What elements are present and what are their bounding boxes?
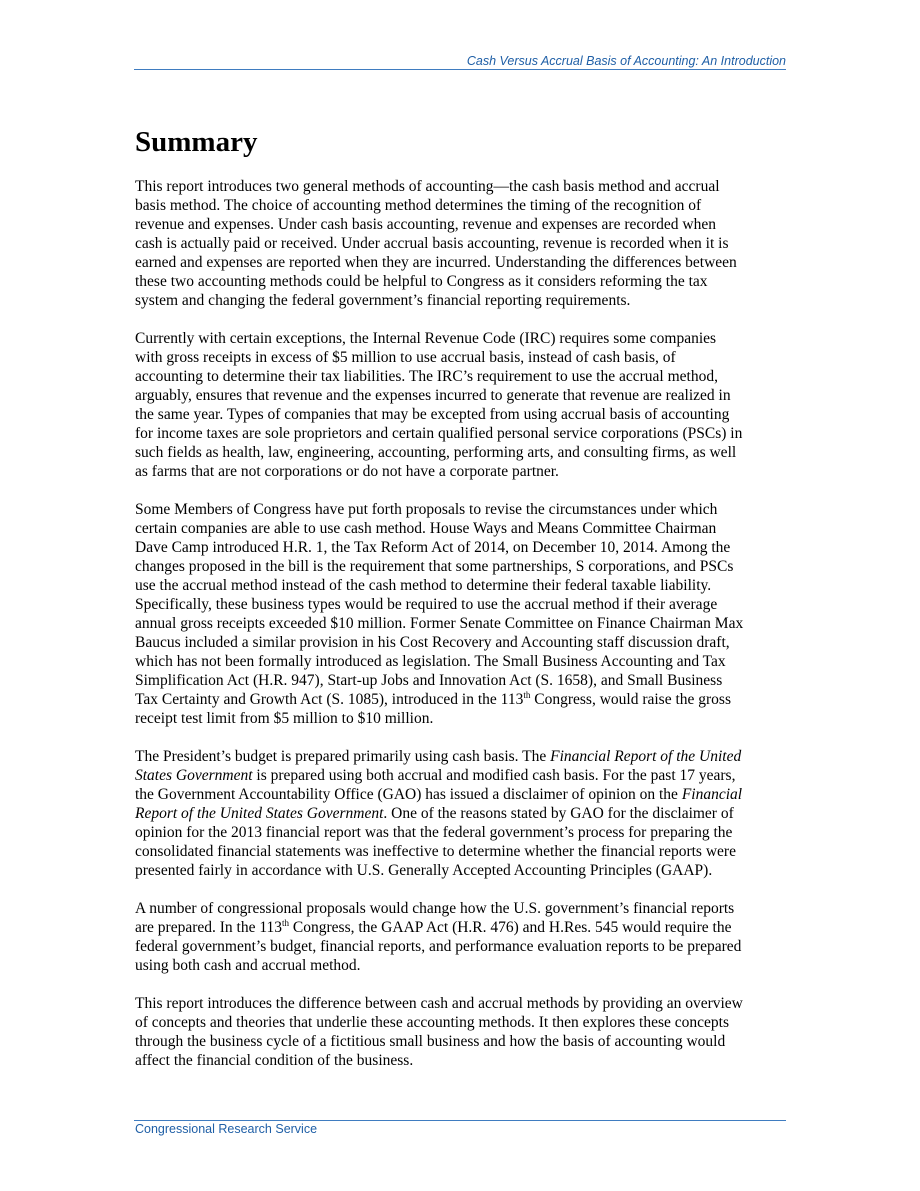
- paragraph-5: [135, 899, 787, 975]
- text-line: Baucus included a similar provision in his Cost Recovery and Accounting staff discussion draft,: [135, 634, 730, 651]
- text-line: Currently with certain exceptions, the Internal Revenue Code (IRC) requires some companies: [135, 330, 717, 347]
- footer-publisher: Congressional Research Service: [135, 1122, 318, 1136]
- paragraph-2: [135, 329, 787, 481]
- text-line: cash is actually paid or received. Under accrual basis accounting, revenue is recorded when it is: [135, 235, 729, 252]
- text-line: accounting to determine their tax liabilities. The IRC’s requirement to use the accrual method,: [135, 368, 718, 385]
- text-line: [135, 690, 787, 709]
- text-line: A number of congressional proposals would change how the U.S. government’s financial reports: [135, 900, 735, 917]
- text-fragment: the Government Accountability Office (GAO) has issued a disclaimer of opinion on the: [135, 786, 682, 803]
- text-line: earned and expenses are reported when they are incurred. Understanding the differences between: [135, 254, 737, 271]
- text-line: Some Members of Congress have put forth proposals to revise the circumstances under which: [135, 501, 718, 518]
- text-fragment: Congress, would raise the gross: [530, 691, 731, 708]
- text-line: which has not been formally introduced as legislation. The Small Business Accounting and Tax: [135, 653, 726, 670]
- text-line: Simplification Act (H.R. 947), Start-up Jobs and Innovation Act (S. 1658), and Small Business: [135, 672, 723, 689]
- text-line: through the business cycle of a fictitious small business and how the basis of accounting would: [135, 1033, 726, 1050]
- paragraph-6: [135, 994, 787, 1070]
- summary-body: [135, 177, 787, 1089]
- text-line: as farms that are not corporations or do not have a corporate partner.: [135, 463, 559, 480]
- text-line: [135, 747, 787, 766]
- footer-divider: [134, 1120, 786, 1121]
- text-line: Specifically, these business types would be required to use the accrual method if their average: [135, 596, 718, 613]
- text-line: Dave Camp introduced H.R. 1, the Tax Reform Act of 2014, on December 10, 2014. Among the: [135, 539, 731, 556]
- italic-title-fragment: States Government: [135, 767, 253, 784]
- ordinal-superscript: th: [282, 918, 290, 928]
- text-line: such fields as health, law, engineering, accounting, performing arts, and consulting firms, as well: [135, 444, 737, 461]
- text-line: opinion for the 2013 financial report was that the federal government’s process for preparing the: [135, 824, 733, 841]
- italic-title-fragment: Financial: [681, 786, 743, 803]
- text-fragment: is prepared using both accrual and modified cash basis. For the past 17 years,: [252, 767, 736, 784]
- text-line: with gross receipts in excess of $5 million to use accrual basis, instead of cash basis, of: [135, 349, 676, 366]
- text-line: system and changing the federal government’s financial reporting requirements.: [135, 292, 631, 309]
- text-line: This report introduces the difference between cash and accrual methods by providing an overview: [135, 995, 743, 1012]
- text-line: This report introduces two general methods of accounting—the cash basis method and accrual: [135, 178, 720, 195]
- text-line: receipt test limit from $5 million to $10 million.: [135, 710, 434, 727]
- running-header-title: Cash Versus Accrual Basis of Accounting: An Introduction: [466, 54, 786, 68]
- header-divider: [134, 69, 786, 70]
- text-line: these two accounting methods could be helpful to Congress as it considers reforming the tax: [135, 273, 708, 290]
- text-line: use the accrual method instead of the cash method to determine their federal taxable liability.: [135, 577, 712, 594]
- text-fragment: The President’s budget is prepared primarily using cash basis. The: [135, 748, 551, 765]
- italic-title-fragment: Financial Report of the United: [550, 748, 742, 765]
- text-line: [135, 918, 787, 937]
- text-line: presented fairly in accordance with U.S. Generally Accepted Accounting Principles (GAAP).: [135, 862, 713, 879]
- text-line: [135, 766, 787, 785]
- text-line: for income taxes are sole proprietors and certain qualified personal service corporations (PSCs) in: [135, 425, 743, 442]
- text-line: [135, 804, 787, 823]
- text-fragment: . One of the reasons stated by GAO for the disclaimer of: [383, 805, 734, 822]
- paragraph-4: [135, 747, 787, 880]
- section-title: Summary: [135, 126, 258, 158]
- text-fragment: Congress, the GAAP Act (H.R. 476) and H.Res. 545 would require the: [289, 919, 732, 936]
- text-line: annual gross receipts exceeded $10 million. Former Senate Committee on Finance Chairman Max: [135, 615, 744, 632]
- text-line: changes proposed in the bill is the requirement that some partnerships, S corporations, and PSCs: [135, 558, 734, 575]
- paragraph-3: [135, 500, 787, 728]
- text-line: the same year. Types of companies that may be excepted from using accrual basis of accounting: [135, 406, 730, 423]
- ordinal-superscript: th: [523, 690, 531, 700]
- text-fragment: are prepared. In the 113: [135, 919, 283, 936]
- text-line: revenue and expenses. Under cash basis accounting, revenue and expenses are recorded when: [135, 216, 717, 233]
- text-line: consolidated financial statements was ineffective to determine whether the financial reports were: [135, 843, 736, 860]
- text-line: [135, 785, 787, 804]
- text-line: certain companies are able to use cash method. House Ways and Means Committee Chairman: [135, 520, 717, 537]
- italic-title-fragment: Report of the United States Government: [135, 805, 384, 822]
- text-line: using both cash and accrual method.: [135, 957, 361, 974]
- text-line: federal government’s budget, financial reports, and performance evaluation reports to be prepared: [135, 938, 742, 955]
- paragraph-1: [135, 177, 787, 310]
- text-line: basis method. The choice of accounting method determines the timing of the recognition of: [135, 197, 702, 214]
- text-line: of concepts and theories that underlie these accounting methods. It then explores these concepts: [135, 1014, 729, 1031]
- text-line: affect the financial condition of the business.: [135, 1052, 414, 1069]
- text-line: arguably, ensures that revenue and the expenses incurred to generate that revenue are realized in: [135, 387, 731, 404]
- text-fragment: Tax Certainty and Growth Act (S. 1085), introduced in the 113: [135, 691, 524, 708]
